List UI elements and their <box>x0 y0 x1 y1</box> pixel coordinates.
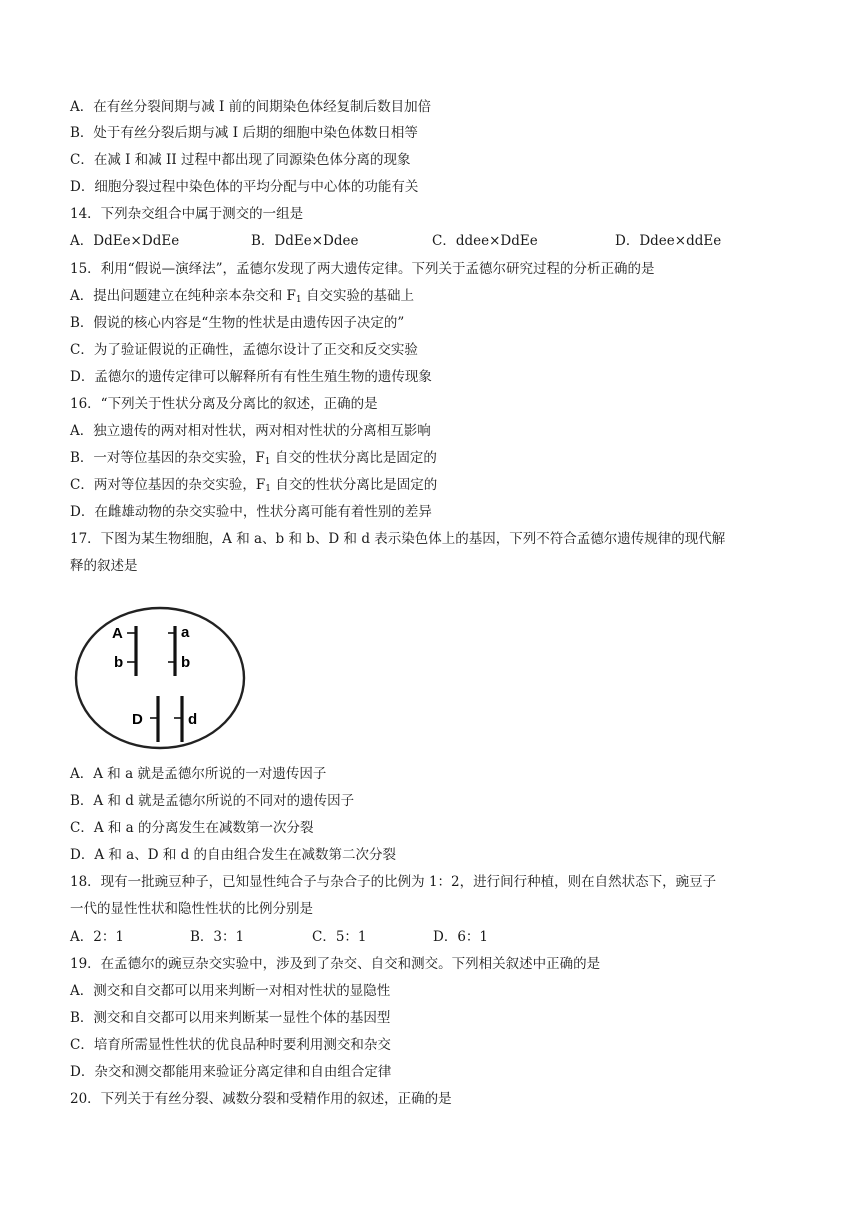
text-line-q16c <box>70 476 437 498</box>
cell-outline <box>76 608 244 748</box>
q14-options <box>70 232 790 250</box>
text-line-q17b: B．A 和 d 就是孟德尔所说的不同对的遗传因子 <box>70 793 355 809</box>
text-line-q15c: C．为了验证假说的正确性，孟德尔设计了正交和反交实验 <box>70 342 418 358</box>
text-line-q17a: A．A 和 a 就是孟德尔所说的一对遗传因子 <box>70 766 327 782</box>
text-line-q13b: B．处于有丝分裂后期与减 I 后期的细胞中染色体数日相等 <box>70 125 418 141</box>
gene-label-A: A <box>112 625 123 642</box>
text-line-q17l2: 释的叙述是 <box>70 558 138 574</box>
text-line-q18l2: 一代的显性性状和隐性性状的比例分别是 <box>70 901 313 917</box>
text-line-q19a: A．测交和自交都可以用来判断一对相对性状的显隐性 <box>70 983 391 999</box>
text-segment: 自交的性状分离比是固定的 <box>270 477 438 493</box>
text-segment: 自交实验的基础上 <box>301 288 414 304</box>
text-line-q13c: C．在减 I 和减 II 过程中都出现了同源染色体分离的现象 <box>70 152 411 168</box>
gene-label-b-right: b <box>181 654 191 671</box>
text-line-q18: 18．现有一批豌豆种子，已知显性纯合子与杂合子的比例为 1：2，进行间行种植，则在自然状态下，豌豆子 <box>70 874 717 890</box>
text-line-q13a: A．在有丝分裂间期与减 I 前的间期染色体经复制后数目加倍 <box>70 99 432 115</box>
gene-label-D: D <box>132 711 143 728</box>
text-segment: B．一对等位基因的杂交实验，F <box>70 450 265 466</box>
text-line-q13d: D．细胞分裂过程中染色体的平均分配与中心体的功能有关 <box>70 179 419 195</box>
option-choice: A．2：1 <box>70 929 124 945</box>
gene-label-a: a <box>181 624 190 641</box>
text-line-q19b: B．测交和自交都可以用来判断某一显性个体的基因型 <box>70 1010 391 1026</box>
text-line-q16b <box>70 449 437 471</box>
text-line-q15a <box>70 287 414 309</box>
option-choice: B．3：1 <box>190 929 245 945</box>
text-line-q15b: B．假说的核心内容是“生物的性状是由遗传因子决定的” <box>70 315 405 331</box>
text-segment: 自交的性状分离比是固定的 <box>270 450 437 466</box>
text-line-q14: 14．下列杂交组合中属于测交的一组是 <box>70 206 304 222</box>
text-line-q15d: D．孟德尔的遗传定律可以解释所有有性生殖生物的遗传现象 <box>70 369 432 385</box>
text-line-q16a: A．独立遗传的两对相对性状，两对相对性状的分离相互影响 <box>70 423 431 439</box>
text-line-q19: 19．在孟德尔的豌豆杂交实验中，涉及到了杂交、自交和测交。下列相关叙述中正确的是 <box>70 956 601 972</box>
option-choice: B．DdEe×Ddee <box>251 233 359 249</box>
option-choice: D．6：1 <box>433 929 489 945</box>
text-segment: A．提出问题建立在纯种亲本杂交和 F <box>70 288 296 304</box>
text-line-q17: 17．下图为某生物细胞，A 和 a、b 和 b、D 和 d 表示染色体上的基因，下列不符合孟德尔遗传规律的现代解 <box>70 531 726 547</box>
text-line-q19d: D．杂交和测交都能用来验证分离定律和自由组合定律 <box>70 1064 392 1080</box>
q18-options <box>70 928 790 946</box>
option-choice: A．DdEe×DdEe <box>70 233 180 249</box>
text-line-q16d: D．在雌雄动物的杂交实验中，性状分离可能有着性别的差异 <box>70 504 432 520</box>
text-line-q17d: D．A 和 a、D 和 d 的自由组合发生在减数第二次分裂 <box>70 847 397 863</box>
option-choice: C．5：1 <box>312 929 367 945</box>
option-choice: C．ddee×DdEe <box>432 233 538 249</box>
text-line-q17c: C．A 和 a 的分离发生在减数第一次分裂 <box>70 820 314 836</box>
subscript: 1 <box>295 295 302 305</box>
option-choice: D．Ddee×ddEe <box>615 233 722 249</box>
gene-label-b-left: b <box>114 654 124 671</box>
gene-label-d: d <box>188 711 198 728</box>
subscript: 1 <box>264 457 271 467</box>
text-segment: C．两对等位基因的杂交实验，F <box>70 477 266 493</box>
subscript: 1 <box>265 484 271 494</box>
text-line-q20: 20．下列关于有丝分裂、减数分裂和受精作用的叙述，正确的是 <box>70 1091 452 1107</box>
cell-diagram <box>70 606 254 754</box>
text-line-q16: 16．“下列关于性状分离及分离比的叙述，正确的是 <box>70 396 378 412</box>
text-line-q15: 15．利用“假说—演绎法”，孟德尔发现了两大遗传定律。下列关于孟德尔研究过程的分析正确的是 <box>70 261 655 277</box>
text-line-q19c: C．培育所需显性性状的优良品种时要利用测交和杂交 <box>70 1037 391 1053</box>
